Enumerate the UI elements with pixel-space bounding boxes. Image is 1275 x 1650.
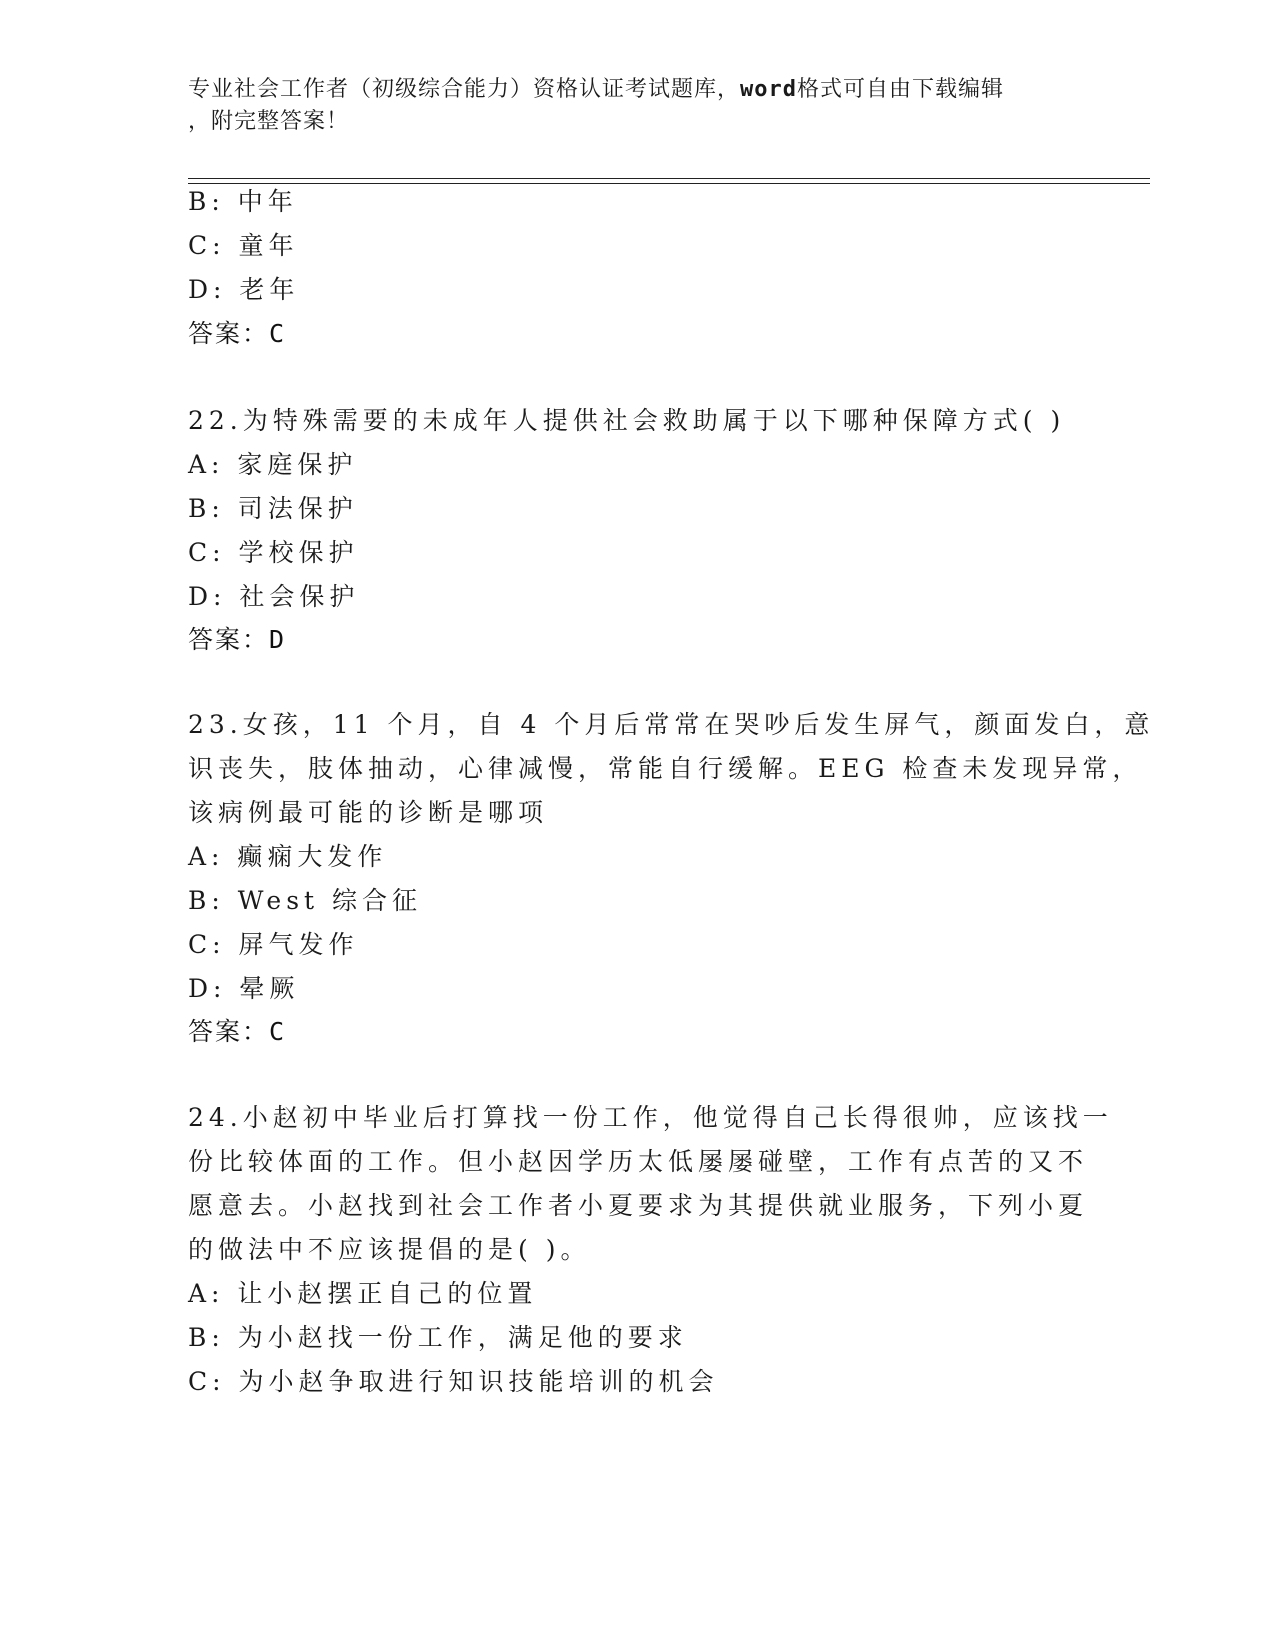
- q23-question-line-2: 识丧失，肢体抽动，心律减慢，常能自行缓解。EEG 检查未发现异常，: [188, 754, 1143, 783]
- q21-answer: 答案：C: [188, 319, 287, 348]
- q23-option-b: B: West 综合征: [188, 886, 423, 915]
- q22-question: 22.为特殊需要的未成年人提供社会救助属于以下哪种保障方式( ): [188, 406, 1066, 435]
- header-title-part1: 专业社会工作者（初级综合能力）资格认证考试题库，: [188, 77, 741, 102]
- q23-question-line-1: 23.女孩，11 个月，自 4 个月后常常在哭吵后发生屏气，颜面发白，意: [188, 710, 1155, 739]
- q23-option-d: D: 晕厥: [188, 974, 300, 1003]
- q21-option-d: D: 老年: [188, 275, 300, 304]
- q22-option-a: A: 家庭保护: [188, 450, 358, 479]
- header-line-1: [188, 74, 1068, 106]
- q22-answer: 答案：D: [188, 625, 287, 654]
- q24-question-line-1: 24.小赵初中毕业后打算找一份工作，他觉得自己长得很帅，应该找一: [188, 1103, 1113, 1132]
- q24-question-line-3: 愿意去。小赵找到社会工作者小夏要求为其提供就业服务，下列小夏: [188, 1191, 1089, 1220]
- header-divider-bottom: [188, 183, 1150, 184]
- q23-option-c: C: 屏气发作: [188, 930, 359, 959]
- q24-question-line-4: 的做法中不应该提倡的是( )。: [188, 1235, 591, 1264]
- header-title-word: word: [740, 77, 797, 102]
- q24-option-b: B: 为小赵找一份工作，满足他的要求: [188, 1323, 688, 1352]
- header-line-2: ，附完整答案！: [188, 109, 350, 134]
- q22-option-d: D: 社会保护: [188, 582, 360, 611]
- header-title-part2: 格式可自由下载编辑: [797, 77, 1005, 102]
- header-divider-top: [188, 178, 1150, 179]
- q23-answer: 答案：C: [188, 1017, 287, 1046]
- q24-question-line-2: 份比较体面的工作。但小赵因学历太低屡屡碰壁，工作有点苦的又不: [188, 1147, 1089, 1176]
- q23-question-line-3: 该病例最可能的诊断是哪项: [188, 798, 549, 827]
- q24-option-c: C: 为小赵争取进行知识技能培训的机会: [188, 1367, 719, 1396]
- q24-option-a: A: 让小赵摆正自己的位置: [188, 1279, 538, 1308]
- q21-option-c: C: 童年: [188, 231, 299, 260]
- q23-option-a: A: 癫痫大发作: [188, 842, 388, 871]
- q22-option-c: C: 学校保护: [188, 538, 359, 567]
- q21-option-b: B: 中年: [188, 187, 298, 216]
- q22-option-b: B: 司法保护: [188, 494, 358, 523]
- document-header: [188, 74, 1068, 138]
